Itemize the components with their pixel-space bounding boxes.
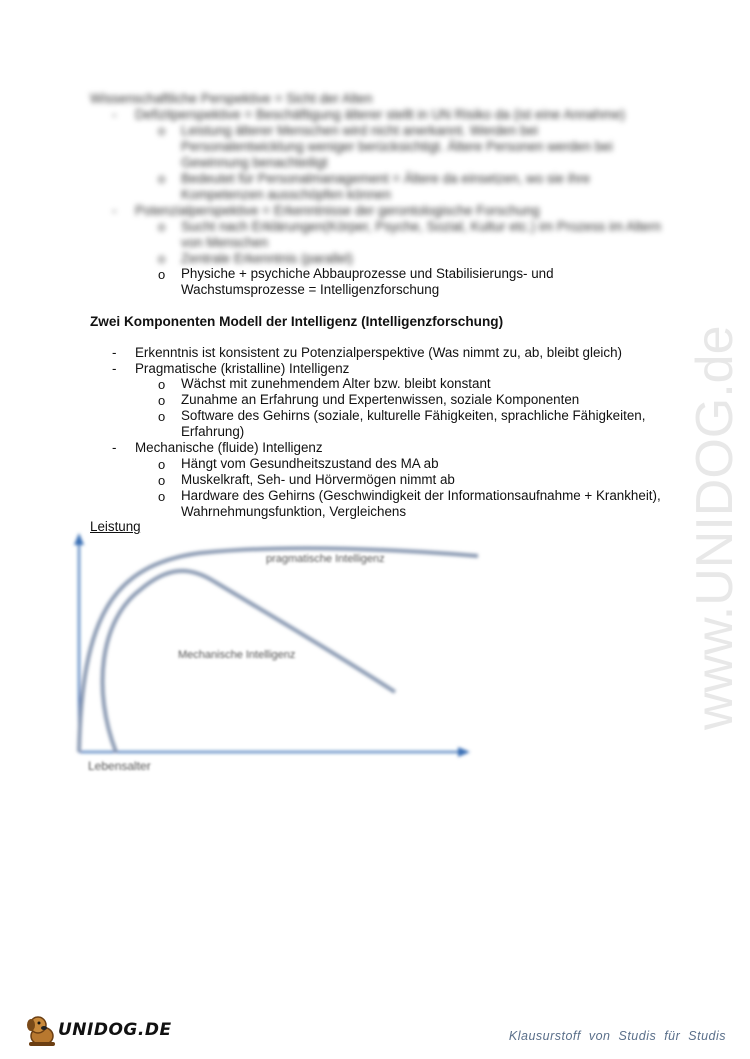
circle-bullet: o — [158, 171, 166, 186]
dash-bullet: - — [112, 440, 117, 455]
circle-bullet: o — [158, 251, 166, 266]
circle-bullet: o — [158, 377, 166, 392]
x-axis-arrow — [458, 747, 470, 757]
blurred-line: von Menschen — [181, 235, 269, 250]
circle-bullet: o — [158, 409, 166, 424]
list-item: Mechanische (fluide) Intelligenz — [135, 440, 323, 455]
logo-text: UNIDOG.DE — [58, 1020, 172, 1040]
sub-list-item: Muskelkraft, Seh- und Hörvermögen nimmt ab — [181, 472, 455, 487]
dash-bullet: - — [112, 107, 117, 122]
circle-bullet: o — [158, 457, 166, 472]
watermark-text: www.UNIDOG.de — [686, 325, 744, 730]
dash-bullet: - — [112, 345, 117, 360]
sub-list-item-continued: Wahrnehmungsfunktion, Vergleichens — [181, 504, 407, 519]
text-line: Physiche + psychiche Abbauprozesse und Stabilisierungs- und — [181, 266, 554, 281]
circle-bullet: o — [158, 473, 166, 488]
dash-bullet: - — [112, 361, 117, 376]
blurred-line: Bedeutet für Personalmanagement = Ältere da einsetzen, wo sie ihre — [181, 171, 591, 186]
list-item: Erkenntnis ist konsistent zu Potenzialperspektive (Was nimmt zu, ab, bleibt gleich) — [135, 345, 622, 360]
footer-tagline: Klausurstoff von Studis für Studis — [508, 1029, 726, 1043]
circle-bullet: o — [158, 219, 166, 234]
pragmatic-curve-label: pragmatische Intelligenz — [266, 553, 385, 565]
circle-bullet: o — [158, 393, 166, 408]
y-axis-arrow — [74, 533, 84, 545]
sub-list-item: Wächst mit zunehmendem Alter bzw. bleibt konstant — [181, 376, 491, 391]
sub-list-item-continued: Erfahrung) — [181, 424, 245, 439]
blurred-line: Defizitperspektive = Beschäftigung älterer stellt in UN Risiko da (ist eine Annahme) — [135, 107, 626, 122]
blurred-line: Personalentwicklung weniger berücksichtigt. Ältere Personen werden bei — [181, 139, 613, 154]
list-item: Pragmatische (kristalline) Intelligenz — [135, 361, 350, 376]
unidog-logo — [22, 1010, 172, 1050]
blurred-line: Kompetenzen ausschöpfen können — [181, 187, 391, 202]
circle-bullet: o — [158, 123, 166, 138]
text-line: Wachstumsprozesse = Intelligenzforschung — [181, 282, 440, 297]
sub-list-item: Hängt vom Gesundheitszustand des MA ab — [181, 456, 439, 471]
watermark — [660, 270, 750, 740]
sub-list-item: Hardware des Gehirns (Geschwindigkeit der Informationsaufnahme + Krankheit), — [181, 488, 661, 503]
circle-bullet: o — [158, 267, 166, 282]
blurred-line: Gewinnung benachteiligt — [181, 155, 328, 170]
blurred-line: Wissenschaftliche Perspektive = Sicht der Alten — [90, 91, 373, 106]
blurred-line: Sucht nach Erklärungen(Körper, Psyche, Sozial, Kultur etc.) im Prozess im Altern — [181, 219, 662, 234]
blurred-line: Leistung älterer Menschen wird nicht anerkannt. Werden bei — [181, 123, 539, 138]
blurred-line: Zentrale Erkenntnis (parallel) — [181, 251, 353, 266]
sub-list-item: Software des Gehirns (soziale, kulturelle Fähigkeiten, sprachliche Fähigkeiten, — [181, 408, 646, 423]
pragmatic-intelligence-curve — [79, 548, 478, 752]
chart-x-axis-label: Lebensalter — [88, 759, 151, 773]
blurred-line: Potenzialperspektive = Erkenntnisse der gerontologische Forschung — [135, 203, 540, 218]
section-heading: Zwei Komponenten Modell der Intelligenz (Intelligenzforschung) — [90, 314, 504, 329]
mechanic-intelligence-curve — [103, 571, 396, 752]
mechanic-curve-label: Mechanische Intelligenz — [178, 649, 296, 661]
sub-list-item: Zunahme an Erfahrung und Expertenwissen, soziale Komponenten — [181, 392, 580, 407]
chart-y-axis-label: Leistung — [90, 519, 141, 534]
dash-bullet: - — [112, 203, 117, 218]
circle-bullet: o — [158, 489, 166, 504]
dog-mascot-icon — [22, 1010, 62, 1050]
